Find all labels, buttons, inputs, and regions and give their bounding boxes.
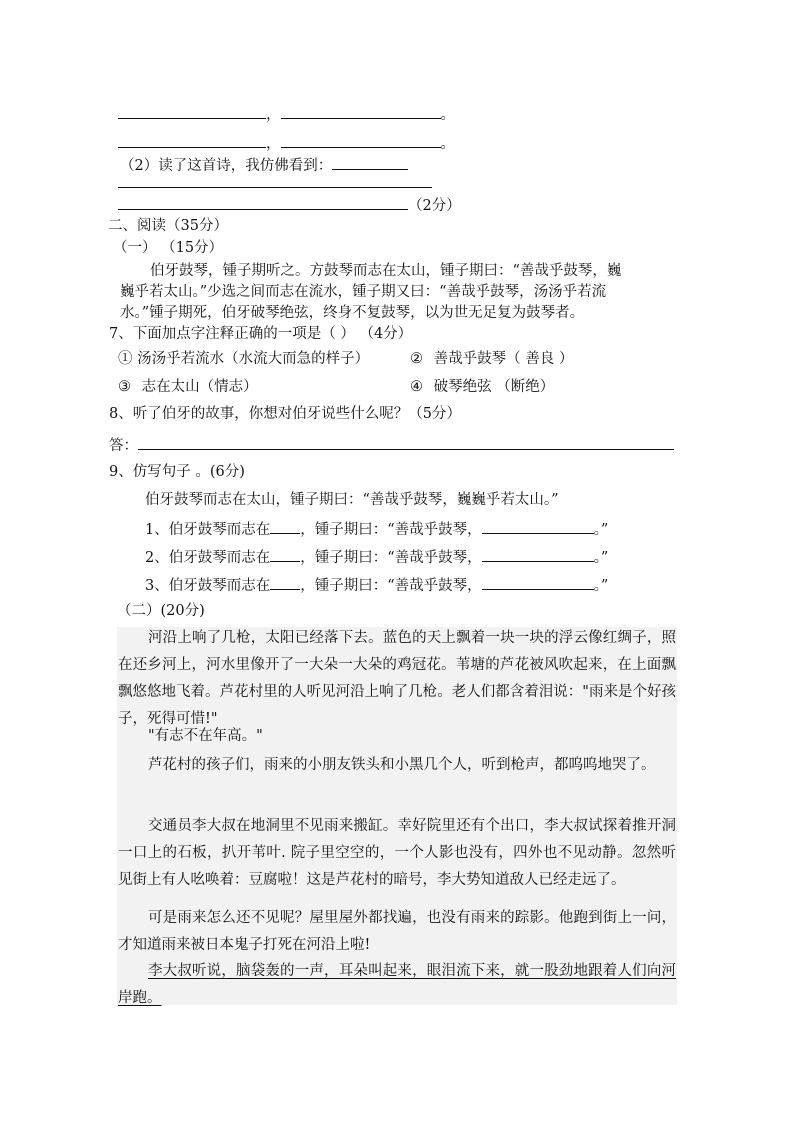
- poem-blank-row-2: ， 。: [118, 135, 455, 152]
- score-label: （2分）: [408, 198, 461, 214]
- underlined-sentence: 李大叔听说，脑袋轰的一声，耳朵叫起来，眼泪流下来，就一股劲地跟着人们向河岸跑。: [118, 963, 676, 1006]
- question-9: 9、仿写句子 。(6分): [109, 464, 245, 480]
- question-2: （2）读了这首诗，我仿佛看到：: [120, 157, 408, 174]
- passage-paragraph-1: 河沿上响了几枪，太阳已经落下去。蓝色的天上飘着一块一块的浮云像红绸子，照在还乡河上，河水里像开了一大朵一大朵的鸡冠花。苇塘的芦花被风吹起来，在上面飘飘悠悠地飞着。芦花村里的人听见河沿上响了几枪。老人们都含着泪说："雨来是个好孩子，死得可惜!": [118, 630, 676, 727]
- q7-option-3[interactable]: ③ 志在太山（情志）: [118, 379, 258, 395]
- passage-paragraph-2: "有志不在年高。": [148, 728, 263, 744]
- q9-blank[interactable]: [482, 577, 594, 590]
- question-7: 7、下面加点字注释正确的一项是（ ） （4分）: [109, 326, 413, 342]
- q7-option-2[interactable]: ② 善哉乎鼓琴（ 善良 ）: [410, 351, 574, 367]
- q9-blank[interactable]: [482, 521, 594, 534]
- passage-paragraph-6: [118, 958, 676, 1012]
- poem-blank[interactable]: [118, 135, 266, 148]
- q9-example: 伯牙鼓琴而志在太山，锺子期曰：“善哉乎鼓琴，巍巍乎若太山。”: [145, 492, 559, 508]
- answer-line-with-score: [118, 197, 461, 214]
- answer-blank[interactable]: [332, 157, 408, 170]
- q9-blank[interactable]: [482, 549, 594, 562]
- poem-blank-row-1: ， 。: [118, 106, 455, 123]
- q9-item-1: 1、伯牙鼓琴而志在 ，锺子期曰：“善哉乎鼓琴， 。”: [145, 522, 609, 538]
- passage-line: 巍乎若太山。”少选之间而志在流水，锺子期又曰：“善哉乎鼓琴，汤汤乎若流: [120, 284, 607, 300]
- poem-blank[interactable]: [281, 135, 441, 148]
- part2-heading: （二）(20分): [117, 603, 205, 619]
- q9-blank[interactable]: [270, 549, 300, 562]
- q9-blank[interactable]: [270, 521, 300, 534]
- answer-line[interactable]: [118, 187, 432, 188]
- part1-heading: （一） （15分）: [113, 240, 224, 256]
- passage-paragraph-5: 可是雨来怎么还不见呢？屋里屋外都找遍，也没有雨来的踪影。他跑到街上一问，才知道雨来被日本鬼子打死在河沿上啦!: [118, 910, 676, 953]
- passage-paragraph-4: 交通员李大叔在地洞里不见雨来搬缸。幸好院里还有个出口，李大叔试探着推开洞一口上的石板，扒开苇叶. 院子里空空的，一个人影也没有，四外也不见动静。忽然听见街上有人吆唤着：豆腐啦！这是芦花村的暗号，李大势知道敌人已经走远了。: [118, 818, 676, 888]
- answer-blank[interactable]: [118, 197, 408, 210]
- q7-option-4[interactable]: ④ 破琴绝弦 （断绝）: [410, 379, 555, 395]
- q8-answer-row: 答：: [109, 437, 674, 454]
- q9-item-3: 3、伯牙鼓琴而志在 ，锺子期曰：“善哉乎鼓琴， 。”: [145, 578, 609, 594]
- reading-heading: 二、阅读（35分）: [108, 218, 228, 234]
- passage-line: 伯牙鼓琴，锺子期听之。方鼓琴而志在太山，锺子期曰：“善哉乎鼓琴，巍: [150, 263, 622, 279]
- q8-answer-line[interactable]: [138, 437, 674, 450]
- poem-blank[interactable]: [281, 106, 441, 119]
- passage-line: 水。”锺子期死，伯牙破琴绝弦，终身不复鼓琴，以为世无足复为鼓琴者。: [120, 305, 585, 321]
- poem-blank[interactable]: [118, 106, 266, 119]
- passage-paragraph-3: 芦花村的孩子们，雨来的小朋友铁头和小黑几个人，听到枪声，都呜呜地哭了。: [148, 757, 656, 773]
- q7-option-1[interactable]: ① 汤汤乎若流水（水流大而急的样子）: [118, 351, 370, 367]
- question-8: 8、听了伯牙的故事，你想对伯牙说些什么呢？（5分）: [109, 406, 461, 422]
- q9-item-2: 2、伯牙鼓琴而志在 ，锺子期曰：“善哉乎鼓琴， 。”: [145, 550, 609, 566]
- q9-blank[interactable]: [270, 577, 300, 590]
